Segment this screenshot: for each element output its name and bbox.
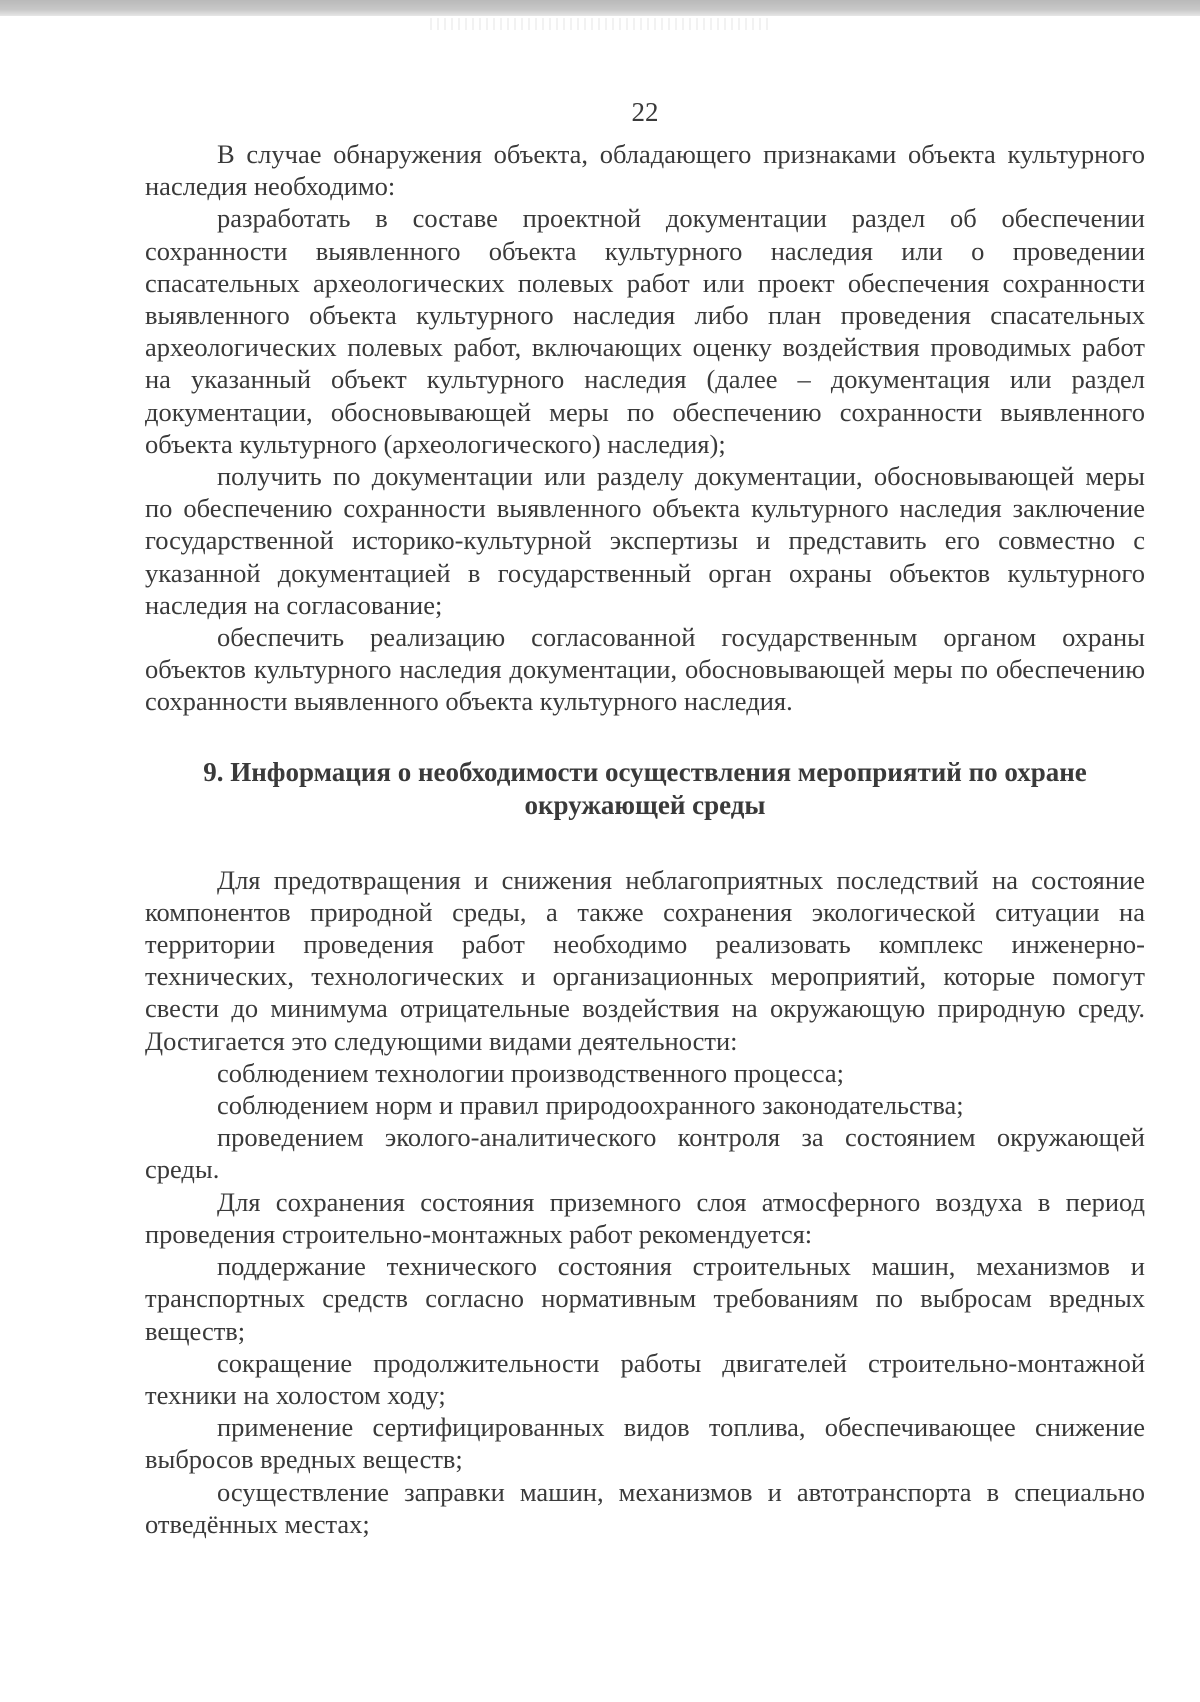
document-page [145, 96, 1145, 1540]
paragraph: получить по документации или разделу документации, обосновывающей меры по обеспечению сохранности выявленного объекта культурного наследия заключение государственной историко-культурной экспертизы и представить его совместно с указанной документацией в государственный орган охраны объектов культурного наследия на согласование; [145, 461, 1145, 620]
paragraph: соблюдением технологии производственного процесса; [217, 1057, 844, 1088]
paragraph: проведением эколого-аналитического контроля за состоянием окружающей среды. [145, 1122, 1145, 1185]
paragraph: разработать в составе проектной документации раздел об обеспечении сохранности выявленного объекта культурного наследия или о проведении спасательных археологических полевых работ или проект обеспечения сохранности выявленного объекта культурного наследия либо план проведения спасательных археологических полевых работ, включающих оценку воздействия проводимых работ на указанный объект культурного наследия (далее – документация или раздел документации, обосновывающей меры по обеспечению сохранности выявленного объекта культурного (археологического) наследия); [145, 203, 1145, 459]
paragraph: Для сохранения состояния приземного слоя атмосферного воздуха в период проведения строительно-монтажных работ рекомендуется: [145, 1186, 1145, 1249]
paragraph: применение сертифицированных видов топлива, обеспечивающее снижение выбросов вредных веществ; [145, 1412, 1145, 1475]
paragraph: осуществление заправки машин, механизмов и автотранспорта в специально отведённых местах; [145, 1476, 1145, 1539]
scan-noise [430, 18, 770, 30]
section-heading: 9. Информация о необходимости осуществления мероприятий по охране окружающей среды [203, 756, 1087, 820]
paragraph: поддержание технического состояния строительных машин, механизмов и транспортных средств согласно нормативным требованиям по выбросам вредных веществ; [145, 1251, 1145, 1346]
paragraph: соблюдением норм и правил природоохранного законодательства; [217, 1090, 964, 1121]
scan-top-edge [0, 0, 1200, 16]
section-cultural-heritage [145, 138, 1145, 718]
paragraph: Для предотвращения и снижения неблагоприятных последствий на состояние компонентов природной среды, а также сохранения экологической ситуации на территории проведения работ необходимо реализовать комплекс инженерно-технических, технологических и организационных мероприятий, которые помогут свести до минимума отрицательные воздействия на окружающую природную среду. Достигается это следующими видами деятельности: [145, 864, 1145, 1056]
paragraph: сокращение продолжительности работы двигателей строительно-монтажной техники на холостом ходу; [145, 1347, 1145, 1410]
section-environment [145, 864, 1145, 1540]
paragraph: обеспечить реализацию согласованной государственным органом охраны объектов культурного наследия документации, обосновывающей меры по обеспечению сохранности выявленного объекта культурного наследия. [145, 622, 1145, 717]
paragraph: В случае обнаружения объекта, обладающего признаками объекта культурного наследия необходимо: [145, 139, 1145, 202]
page-number: 22 [631, 97, 659, 127]
